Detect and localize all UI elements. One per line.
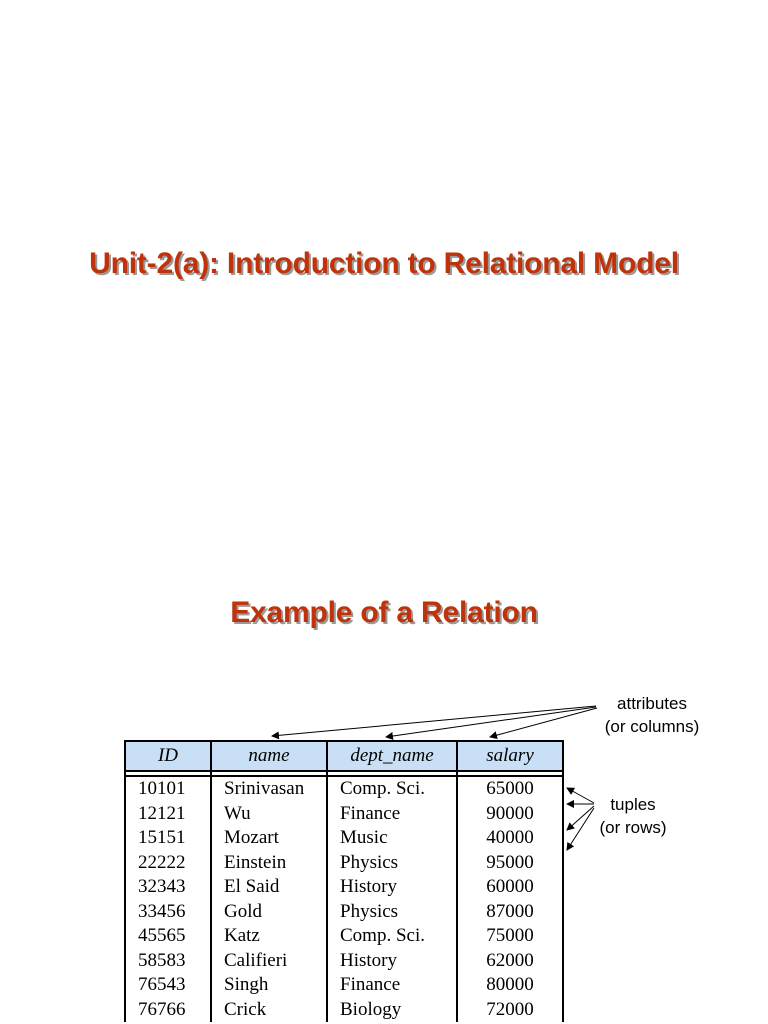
cell-salary: 87000 bbox=[457, 900, 563, 925]
table-row bbox=[125, 875, 563, 900]
cell-id: 10101 bbox=[125, 776, 211, 802]
cell-salary: 60000 bbox=[457, 875, 563, 900]
arrow-to-salary-column bbox=[490, 708, 597, 737]
cell-salary: 90000 bbox=[457, 802, 563, 827]
tuples-annotation bbox=[588, 793, 678, 839]
slide-title-example: Example of a Relation bbox=[230, 596, 538, 629]
cell-salary: 72000 bbox=[457, 998, 563, 1023]
cell-dept-name: History bbox=[327, 875, 457, 900]
attributes-annotation bbox=[590, 692, 714, 738]
table-row bbox=[125, 826, 563, 851]
arrow-to-dept-column bbox=[386, 707, 596, 737]
cell-dept-name: Music bbox=[327, 826, 457, 851]
table-row bbox=[125, 924, 563, 949]
cell-dept-name: Finance bbox=[327, 802, 457, 827]
cell-name: Wu bbox=[211, 802, 327, 827]
table-row bbox=[125, 851, 563, 876]
table-row bbox=[125, 949, 563, 974]
cell-id: 33456 bbox=[125, 900, 211, 925]
cell-id: 12121 bbox=[125, 802, 211, 827]
attributes-label: attributes bbox=[617, 694, 687, 713]
relation-table-wrapper bbox=[124, 740, 564, 1022]
cell-salary: 40000 bbox=[457, 826, 563, 851]
cell-salary: 75000 bbox=[457, 924, 563, 949]
table-row bbox=[125, 973, 563, 998]
cell-dept-name: History bbox=[327, 949, 457, 974]
tuples-sublabel: (or rows) bbox=[599, 818, 667, 837]
cell-salary: 65000 bbox=[457, 776, 563, 802]
cell-name: Califieri bbox=[211, 949, 327, 974]
cell-dept-name: Physics bbox=[327, 900, 457, 925]
column-header-id: ID bbox=[125, 741, 211, 771]
cell-id: 76766 bbox=[125, 998, 211, 1023]
tuples-label: tuples bbox=[610, 795, 656, 814]
cell-dept-name: Comp. Sci. bbox=[327, 776, 457, 802]
table-row bbox=[125, 776, 563, 802]
cell-id: 76543 bbox=[125, 973, 211, 998]
cell-dept-name: Finance bbox=[327, 973, 457, 998]
relation-body bbox=[125, 771, 563, 1022]
cell-name: El Said bbox=[211, 875, 327, 900]
cell-name: Srinivasan bbox=[211, 776, 327, 802]
cell-name: Mozart bbox=[211, 826, 327, 851]
column-header-dept-name: dept_name bbox=[327, 741, 457, 771]
attributes-sublabel: (or columns) bbox=[604, 717, 700, 736]
arrow-to-name-column bbox=[272, 706, 596, 736]
cell-salary: 95000 bbox=[457, 851, 563, 876]
slide-title-unit: Unit-2(a): Introduction to Relational Model bbox=[89, 247, 679, 280]
cell-id: 32343 bbox=[125, 875, 211, 900]
cell-name: Singh bbox=[211, 973, 327, 998]
table-row bbox=[125, 900, 563, 925]
cell-salary: 80000 bbox=[457, 973, 563, 998]
cell-id: 15151 bbox=[125, 826, 211, 851]
cell-dept-name: Physics bbox=[327, 851, 457, 876]
cell-id: 22222 bbox=[125, 851, 211, 876]
cell-name: Einstein bbox=[211, 851, 327, 876]
table-row bbox=[125, 998, 563, 1023]
column-header-salary: salary bbox=[457, 741, 563, 771]
cell-salary: 62000 bbox=[457, 949, 563, 974]
cell-id: 45565 bbox=[125, 924, 211, 949]
cell-name: Katz bbox=[211, 924, 327, 949]
column-header-name: name bbox=[211, 741, 327, 771]
relation-header-row bbox=[125, 741, 563, 771]
relation-table bbox=[124, 740, 564, 1022]
cell-dept-name: Biology bbox=[327, 998, 457, 1023]
cell-name: Gold bbox=[211, 900, 327, 925]
table-row bbox=[125, 802, 563, 827]
cell-dept-name: Comp. Sci. bbox=[327, 924, 457, 949]
cell-name: Crick bbox=[211, 998, 327, 1023]
cell-id: 58583 bbox=[125, 949, 211, 974]
